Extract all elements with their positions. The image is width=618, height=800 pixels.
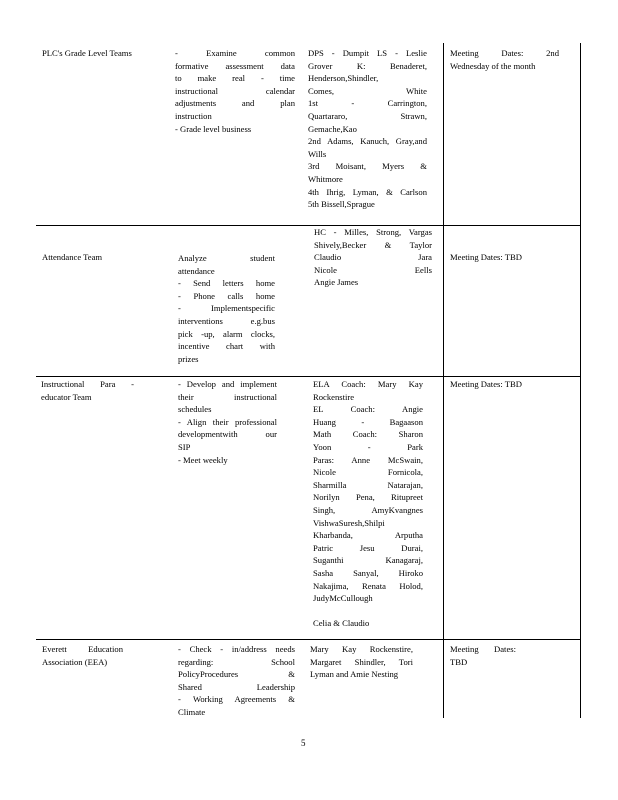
cell-text-line: Gemache,Kao xyxy=(308,123,357,134)
meeting-dates-cell xyxy=(450,47,559,72)
cell-text-line: Huang - Bagaason xyxy=(313,416,423,427)
cell-text-line: 3rd Moisant, Myers & xyxy=(308,161,427,172)
cell-text-line: Shared Leadership xyxy=(178,681,295,692)
members-cell xyxy=(314,226,432,289)
meeting-dates-cell xyxy=(450,378,544,391)
cell-text-line: Nakajima, Renata Holod, xyxy=(313,580,423,591)
role-cell xyxy=(175,47,295,135)
row-divider xyxy=(36,225,580,226)
meeting-dates-cell xyxy=(450,251,544,264)
cell-text-line: Climate xyxy=(178,706,206,717)
cell-text-line: Nicole Eells xyxy=(314,264,432,275)
cell-text-line: Norilyn Pena, Ritupreet xyxy=(313,492,423,503)
cell-text-line: schedules xyxy=(178,404,212,415)
cell-text-line: - Examine common xyxy=(175,48,295,58)
cell-text-line: their instructional xyxy=(178,391,277,402)
cell-text-line: HC - Milles, Strong, Vargas xyxy=(314,227,432,237)
cell-text-line: ELA Coach: Mary Kay xyxy=(313,379,423,389)
cell-text-line: DPS - Dumpit LS - Leslie xyxy=(308,48,427,58)
role-cell xyxy=(178,643,295,719)
cell-text-line: TBD xyxy=(450,656,468,667)
cell-text-line: Math Coach: Sharon xyxy=(313,429,423,440)
cell-text-line: Henderson,Shindler, xyxy=(308,73,379,84)
cell-text-line: - Meet weekly xyxy=(178,454,228,465)
cell-text-line: educator Team xyxy=(41,391,92,402)
cell-text-line: Sasha Sanyal, Hiroko xyxy=(313,567,423,578)
cell-text-line: PLC's Grade Level Teams xyxy=(42,48,132,58)
cell-text-line: Analyze student xyxy=(178,253,275,263)
cell-text-line: 4th Ihrig, Lyman, & Carlson xyxy=(308,186,427,197)
cell-text-line: Margaret Shindler, Tori xyxy=(310,656,413,667)
cell-text-line: - Phone calls home xyxy=(178,290,275,301)
cell-text-line: interventions e.g.bus xyxy=(178,315,275,326)
cell-text-line: Sharmilla Natarajan, xyxy=(313,479,423,490)
members-cell xyxy=(308,47,427,211)
team-name-cell xyxy=(41,378,134,403)
cell-text-line: Patric Jesu Durai, xyxy=(313,542,423,553)
cell-text-line xyxy=(313,605,423,618)
cell-text-line: Paras: Anne McSwain, xyxy=(313,454,423,465)
cell-text-line: - Send letters home xyxy=(178,278,275,289)
cell-text-line: - Align their professional xyxy=(178,416,277,427)
members-cell xyxy=(313,378,423,630)
team-name-cell xyxy=(42,251,120,264)
column-divider xyxy=(443,43,444,718)
cell-text-line: adjustments and plan xyxy=(175,98,295,109)
cell-text-line: Association (EEA) xyxy=(42,656,108,667)
cell-text-line: incentive chart with xyxy=(178,341,275,352)
cell-text-line: PolicyProcedures & xyxy=(178,669,295,680)
team-name-cell xyxy=(42,643,123,668)
cell-text-line: Comes, White xyxy=(308,85,427,96)
cell-text-line: Wednesday of the month xyxy=(450,60,536,71)
cell-text-line: - Develop and implement xyxy=(178,379,277,389)
cell-text-line: Nicole Fornicola, xyxy=(313,467,423,478)
cell-text-line: Rockenstire xyxy=(313,391,355,402)
cell-text-line: Angie James xyxy=(314,277,359,288)
cell-text-line: Shively,Becker & Taylor xyxy=(314,239,432,250)
cell-text-line: Mary Kay Rockenstire, xyxy=(310,644,413,654)
team-name-cell xyxy=(42,47,156,60)
cell-text-line: VishwaSuresh,Shilpi xyxy=(313,517,385,528)
cell-text-line: Whitmore xyxy=(308,173,343,184)
cell-text-line: Everett Education xyxy=(42,644,123,654)
cell-text-line: attendance xyxy=(178,265,215,276)
cell-text-line: pick -up, alarm clocks, xyxy=(178,328,275,339)
cell-text-line: - Implementspecific xyxy=(178,303,275,314)
cell-text-line: Meeting Dates: xyxy=(450,644,516,654)
cell-text-line: Yoon - Park xyxy=(313,441,423,452)
cell-text-line: prizes xyxy=(178,353,199,364)
row-divider xyxy=(36,639,580,640)
cell-text-line: - Check - in/address needs xyxy=(178,644,295,654)
cell-text-line: regarding: School xyxy=(178,656,295,667)
cell-text-line: JudyMcCullough xyxy=(313,593,373,604)
page-number: 5 xyxy=(301,738,306,748)
role-cell xyxy=(178,378,277,466)
cell-text-line: Claudio Jara xyxy=(314,252,432,263)
cell-text-line: Lyman and Amie Nesting xyxy=(310,669,399,680)
cell-text-line: - Grade level business xyxy=(175,123,252,134)
role-cell xyxy=(178,252,275,365)
cell-text-line: developmentwith our xyxy=(178,429,277,440)
cell-text-line: Meeting Dates: 2nd xyxy=(450,48,559,58)
cell-text-line: Singh, AmyKvangnes xyxy=(313,504,423,515)
members-cell xyxy=(310,643,413,681)
cell-text-line: Suganthi Kanagaraj, xyxy=(313,555,423,566)
cell-text-line: 2nd Adams, Kanuch, Gray,and xyxy=(308,136,427,147)
cell-text-line: to make real - time xyxy=(175,73,295,84)
cell-text-line: 5th Bissell,Sprague xyxy=(308,199,375,210)
cell-text-line: Meeting Dates: TBD xyxy=(450,252,522,262)
cell-text-line: Attendance Team xyxy=(42,252,103,262)
column-divider xyxy=(580,43,581,718)
meeting-dates-cell xyxy=(450,643,516,668)
cell-text-line: EL Coach: Angie xyxy=(313,404,423,415)
cell-text-line: instruction xyxy=(175,110,212,121)
cell-text-line: instructional calendar xyxy=(175,85,295,96)
cell-text-line: 1st - Carrington, xyxy=(308,98,427,109)
cell-text-line: Meeting Dates: TBD xyxy=(450,379,522,389)
cell-text-line: Quartararo, Strawn, xyxy=(308,110,427,121)
cell-text-line: Kharbanda, Arputha xyxy=(313,530,423,541)
cell-text-line: SIP xyxy=(178,441,191,452)
cell-text-line: Wills xyxy=(308,148,327,159)
cell-text-line: - Working Agreements & xyxy=(178,694,295,705)
cell-text-line: Celia & Claudio xyxy=(313,618,370,629)
row-divider xyxy=(36,376,580,377)
cell-text-line: formative assessment data xyxy=(175,60,295,71)
cell-text-line: Instructional Para - xyxy=(41,379,134,389)
cell-text-line: Grover K: Benaderet, xyxy=(308,60,427,71)
